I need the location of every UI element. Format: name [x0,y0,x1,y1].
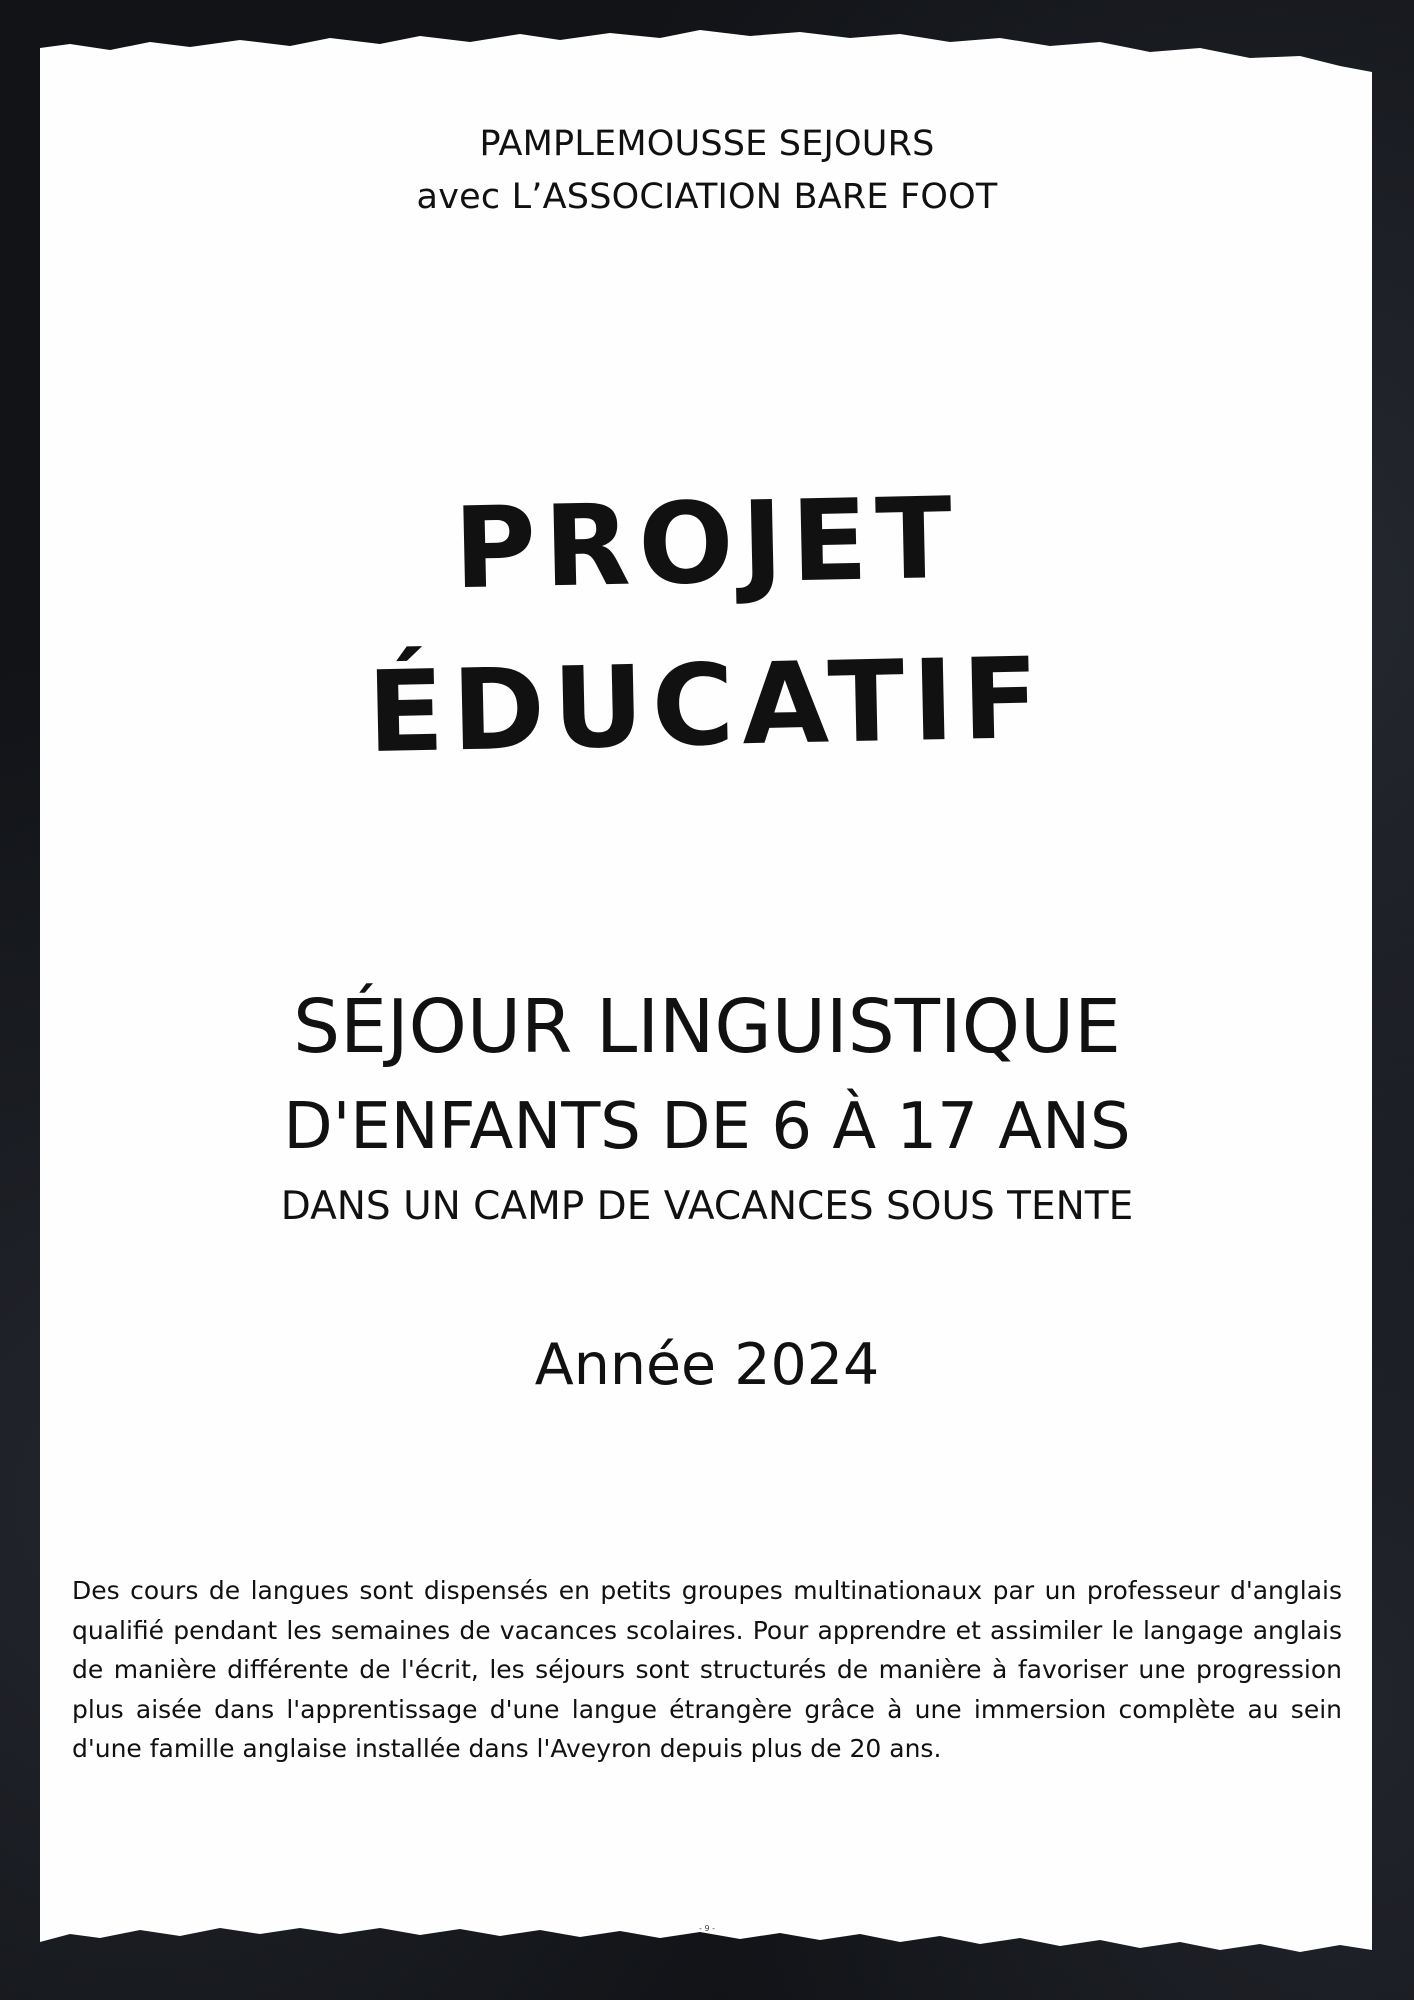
header [0,118,1414,224]
subtitle-line-3: DANS UN CAMP DE VACANCES SOUS TENTE [280,1184,1134,1229]
body-paragraph: Des cours de langues sont dispensés en petits groupes multinationaux par un professeur d'anglais qualifié pendant les semaines de vacances scolaires. Pour apprendre et assimiler le langage anglais de manière différente de l'écrit, les séjours sont structurés de manière à favoriser une progression plus aisée dans l'apprentissage d'une langue étrangère grâce à une immersion complète au sein d'une famille anglaise installée dans l'Aveyron depuis plus de 20 ans. [72,1576,1342,1763]
subtitle-line-1: SÉJOUR LINGUISTIQUE [293,984,1121,1070]
subtitle-line-2: D'ENFANTS DE 6 À 17 ANS [283,1090,1131,1164]
page-number: - 9 - [699,1924,715,1933]
year-label: Année 2024 [534,1332,880,1398]
header-association: avec L’ASSOCIATION BARE FOOT [416,177,998,217]
header-organization: PAMPLEMOUSSE SEJOURS [479,124,935,164]
subtitle [0,977,1414,1237]
title-line-1: PROJET [452,473,962,615]
document-title [0,463,1414,787]
title-line-2: ÉDUCATIF [366,633,1048,779]
